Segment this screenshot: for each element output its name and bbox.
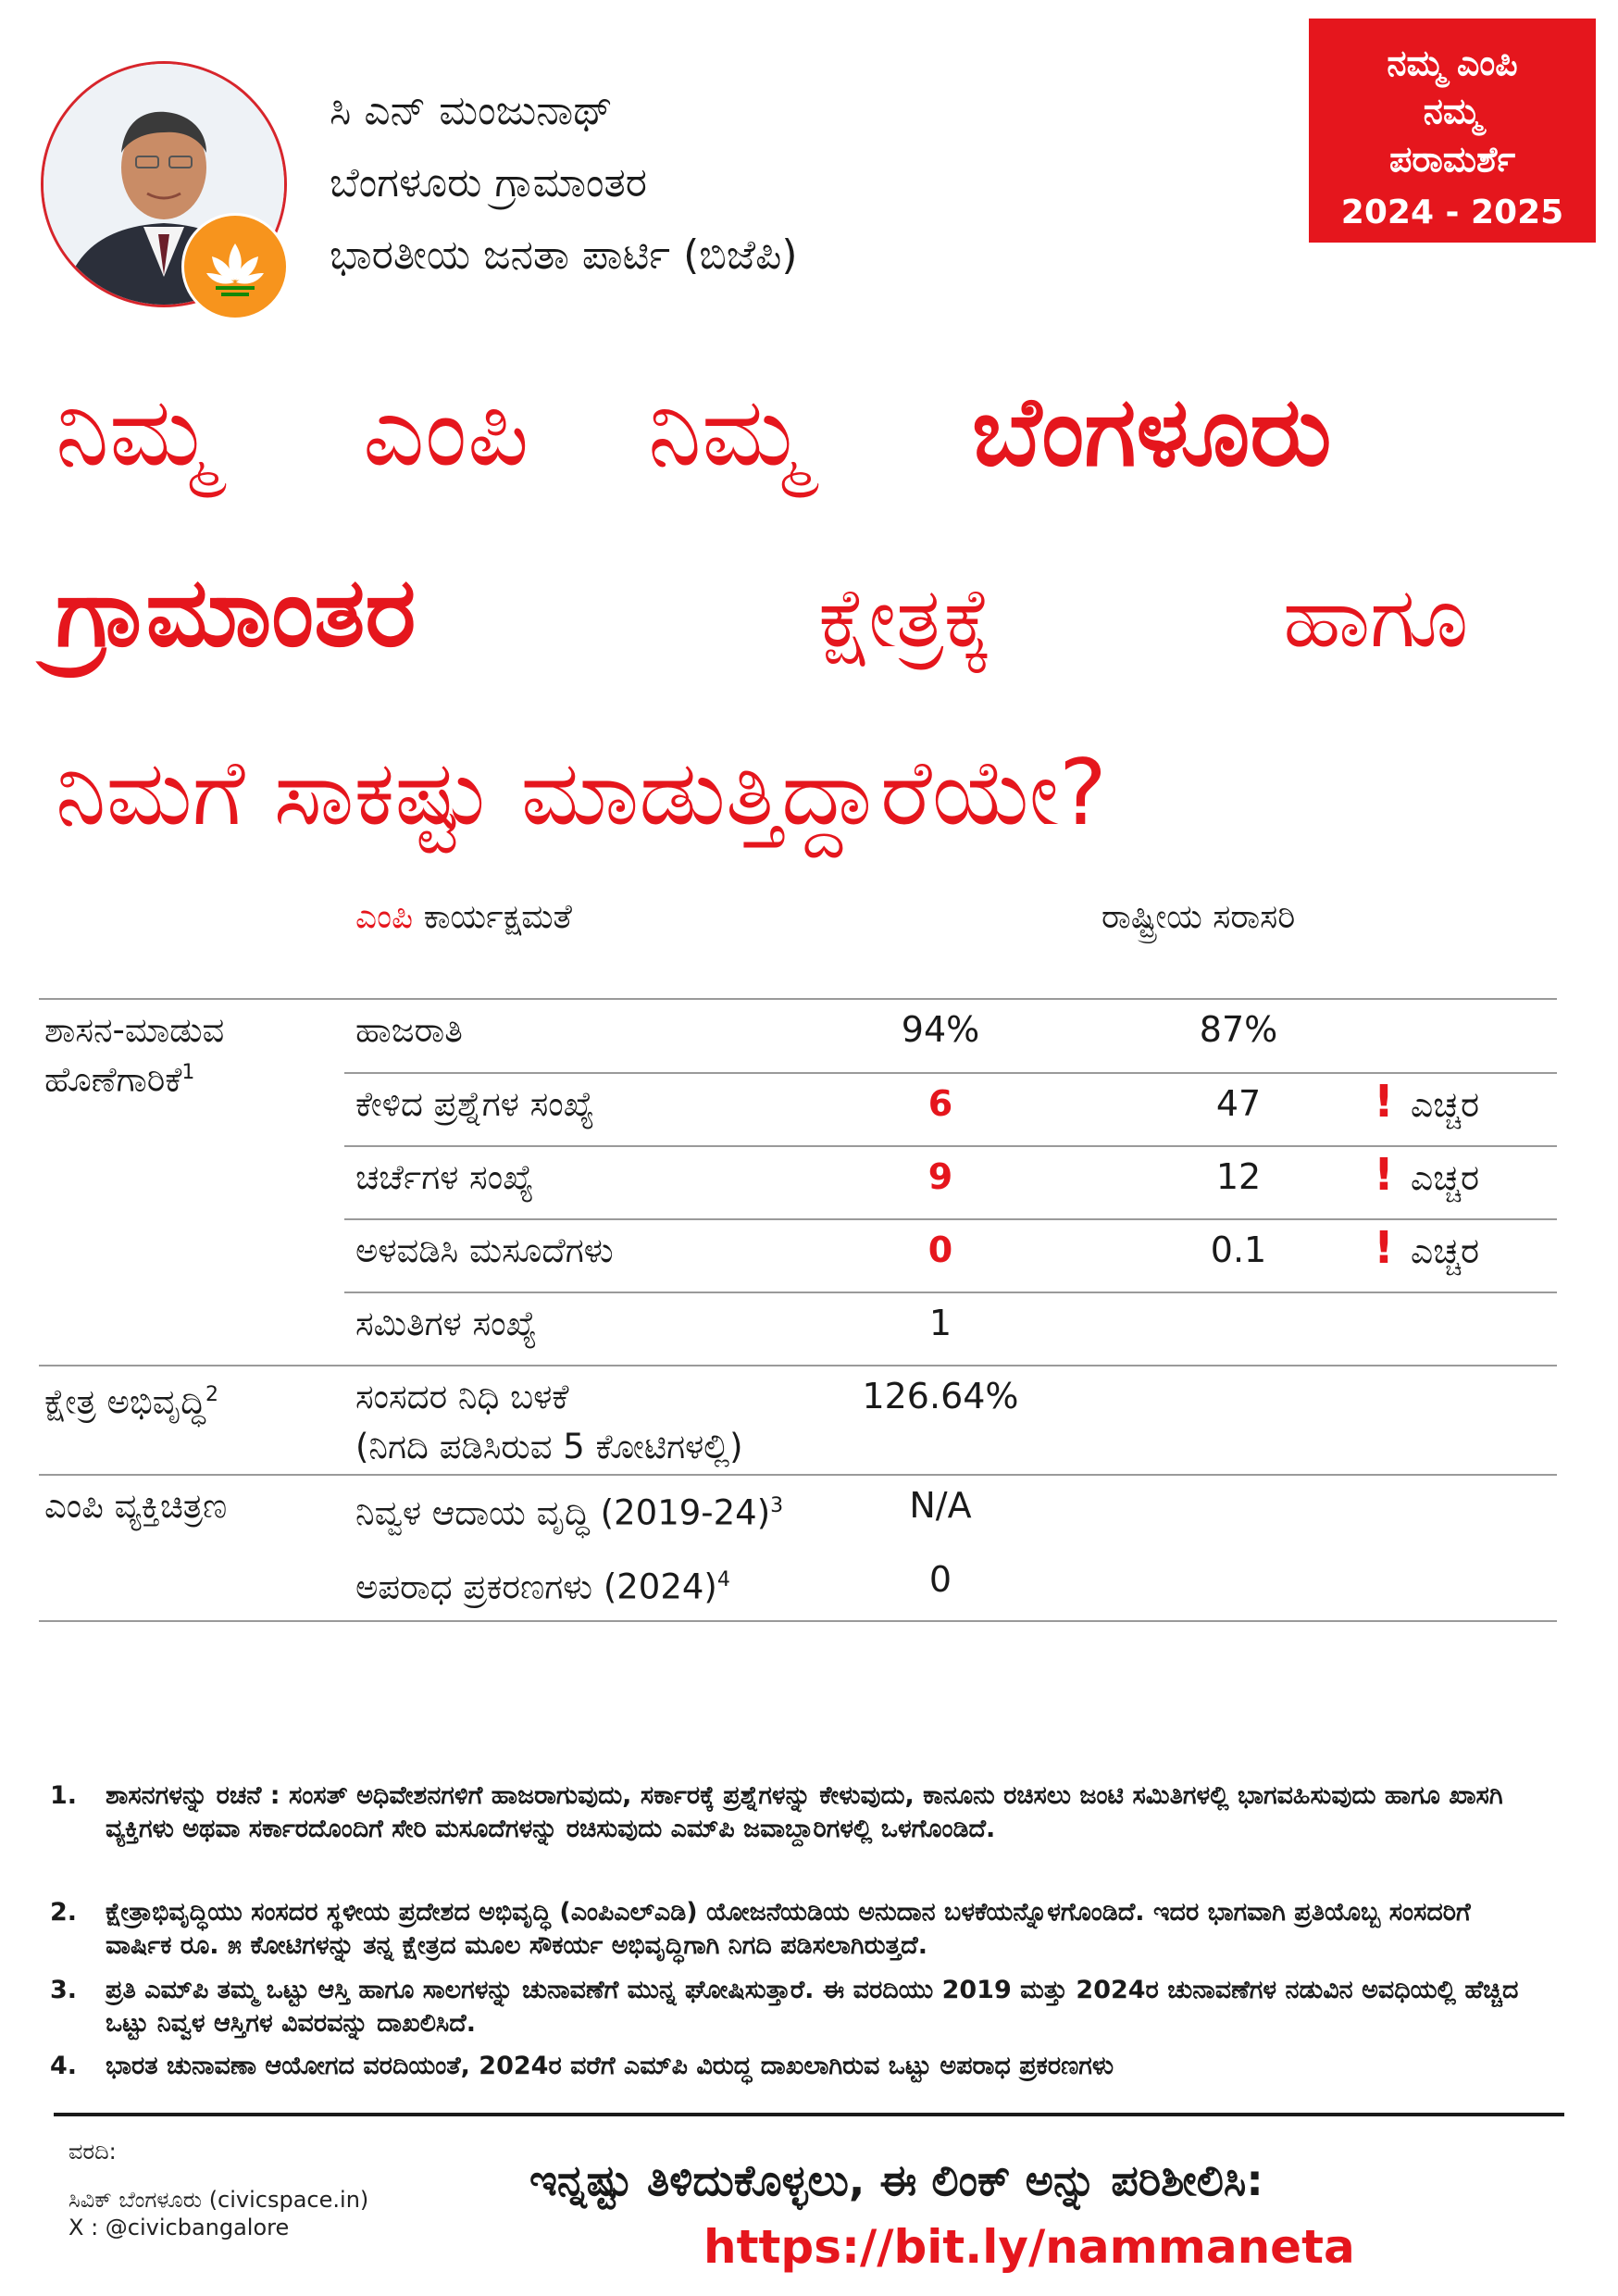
badge-year: 2024 - 2025 [1340, 193, 1564, 231]
footnote-text: ಪ್ರತಿ ಎಮ್‌ಪಿ ತಮ್ಮ ಒಟ್ಟು ಆಸ್ತಿ ಹಾಗೂ ಸಾಲಗಳನ್ನು ಚುನಾವಣೆಗೆ ಮುನ್ನ ಘೋಷಿಸುತ್ತಾರೆ. ಈ ವರದಿಯು 2019 ಮತ್ತು 2024ರ ಚುನಾವಣೆಗಳ ನಡುವಿನ ಅವಧಿಯಲ್ಲಿ ಹೆಚ್ಚಿದ ಒಟ್ಟು ನಿವ್ವಳ ಆಸ್ತಿಗಳ ವಿವರವನ್ನು ದಾಖಲಿಸಿದೆ. [106, 1976, 1519, 2038]
row-mp-value: 6 [927, 1083, 953, 1124]
footnote-1 [50, 1779, 1531, 1846]
row-label-net-worth [355, 1485, 783, 1534]
row-mp-value: 9 [927, 1156, 953, 1197]
headline-line-3: ನಿಮಗೆ ಸಾಕಷ್ಟು ಮಾಡುತ್ತಿದ್ದಾರೆಯೇ? [56, 741, 1107, 846]
headline-word-5: ಗ್ರಾಮಾಂತರ [56, 555, 417, 668]
section-development-label: ಕ್ಷೇತ್ರ ಅಭಿವೃದ್ಧಿ [44, 1381, 206, 1422]
row-label-fund-utilisation: ಸಂಸದರ ನಿಧಿ ಬಳಕೆ [355, 1377, 569, 1416]
headline-word-1: ನಿಮ್ಮ [56, 375, 214, 488]
exclamation-icon: ! [1374, 1076, 1394, 1128]
row-label-debates: ಚರ್ಚೆಗಳ ಸಂಖ್ಯೆ [355, 1157, 534, 1197]
section-legislative [44, 1009, 224, 1101]
warning-flag [1374, 1222, 1479, 1274]
row-mp-value: 0 [928, 1559, 952, 1600]
table-rule [344, 1072, 1557, 1074]
row-national-value: 12 [1215, 1156, 1262, 1197]
footnote-number: 3. [50, 1976, 78, 2004]
row-label-committees: ಸಮಿತಿಗಳ ಸಂಖ್ಯೆ [355, 1304, 538, 1343]
footnote-ref: 2 [205, 1383, 219, 1406]
footnote-text: ಭಾರತ ಚುನಾವಣಾ ಆಯೋಗದ ವರದಿಯಂತೆ, 2024ರ ವರೆಗೆ ಎಮ್‌ಪಿ ವಿರುದ್ಧ ದಾಖಲಾಗಿರುವ ಒಟ್ಟು ಅಪರಾಧ ಪ್ರಕರಣಗಳು [106, 2052, 1114, 2080]
bjp-lotus-logo [181, 213, 289, 320]
table-rule [344, 1218, 1557, 1220]
exclamation-icon: ! [1374, 1149, 1394, 1201]
col-mp-performance [355, 898, 572, 937]
warning-label: ಎಚ್ಚರ [1410, 1084, 1480, 1125]
footnote-ref: 3 [770, 1494, 784, 1517]
col-mp-suffix: ಕಾರ್ಯಕ್ಷಮತೆ [423, 898, 572, 936]
row-label-questions: ಕೇಳಿದ ಪ್ರಶ್ನೆಗಳ ಸಂಖ್ಯೆ [355, 1084, 595, 1124]
footnote-3 [50, 1974, 1531, 2040]
badge-line-3: ಪರಾಮರ್ಶೆ [1388, 139, 1516, 180]
headline-word-4: ಬೆಂಗಳೂರು [972, 375, 1332, 488]
footnote-number: 2. [50, 1898, 78, 1927]
badge-line-2: ನಮ್ಮ [1423, 91, 1482, 131]
warning-label: ಎಚ್ಚರ [1410, 1157, 1480, 1198]
section-legislative-line-1: ಶಾಸನ-ಮಾಡುವ [44, 1010, 225, 1050]
row-mp-value: 0 [927, 1229, 953, 1270]
col-mp-prefix: ಎಂಪಿ [355, 898, 414, 936]
headline-word-7: ಹಾಗೂ [1283, 569, 1469, 667]
exclamation-icon: ! [1374, 1222, 1394, 1274]
row-mp-value: 1 [928, 1303, 952, 1343]
badge-line-1: ನಮ್ಮ ಎಂಪಿ [1387, 43, 1518, 83]
footnote-number: 1. [50, 1781, 78, 1810]
col-national-average: ರಾಷ್ಟ್ರೀಯ ಸರಾಸರಿ [1101, 898, 1296, 936]
table-rule-top [39, 998, 1557, 1000]
section-development [44, 1374, 218, 1423]
more-info-prompt: ಇನ್ನಷ್ಟು ತಿಳಿದುಕೊಳ್ಳಲು, ಈ ಲಿಂಕ್ ಅನ್ನು ಪರಿಶೀಲಿಸಿ: [529, 2155, 1263, 2205]
row-national-value: 87% [1199, 1009, 1278, 1050]
row-mp-value: 126.64% [862, 1376, 1019, 1416]
table-rule-section [39, 1365, 1557, 1366]
footer-divider [54, 2113, 1564, 2116]
lotus-icon [184, 216, 286, 318]
row-label-fund-note: (ನಿಗದಿ ಪಡಿಸಿರುವ 5 ಕೋಟಿಗಳಲ್ಲಿ) [355, 1427, 743, 1466]
footnote-text: ಶಾಸನಗಳನ್ನು ರಚನೆ : ಸಂಸತ್ ಅಧಿವೇಶನಗಳಿಗೆ ಹಾಜರಾಗುವುದು, ಸರ್ಕಾರಕ್ಕೆ ಪ್ರಶ್ನೆಗಳನ್ನು ಕೇಳುವುದು, ಕಾನೂನು ರಚಿಸಲು ಜಂಟಿ ಸಮಿತಿಗಳಲ್ಲಿ ಭಾಗವಹಿಸುವುದು ಹಾಗೂ ಖಾಸಗಿ ವ್ಯಕ್ತಿಗಳು ಅಥವಾ ಸರ್ಕಾರದೊಂದಿಗೆ ಸೇರಿ ಮಸೂದೆಗಳನ್ನು ರಚಿಸುವುದು ಎಮ್‌ಪಿ ಜವಾಬ್ದಾರಿಗಳಲ್ಲಿ ಒಳಗೊಂಡಿದೆ. [106, 1781, 1503, 1843]
footnote-2 [50, 1896, 1531, 1963]
headline-word-3: ನಿಮ್ಮ [648, 375, 806, 488]
warning-flag [1374, 1149, 1479, 1201]
more-info-link[interactable]: https://bit.ly/nammaneta [703, 2220, 1355, 2274]
row-label-criminal-cases-text: ಅಪರಾಧ ಪ್ರಕರಣಗಳು (2024) [355, 1566, 717, 1607]
warning-label: ಎಚ್ಚರ [1410, 1230, 1480, 1271]
table-rule-section [39, 1474, 1557, 1476]
headline-word-6: ಕ್ಷೇತ್ರಕ್ಕೆ [818, 569, 993, 667]
footnote-ref: 1 [181, 1061, 195, 1084]
table-rule [344, 1292, 1557, 1293]
row-label-net-worth-text: ನಿವ್ವಳ ಆದಾಯ ವೃದ್ಧಿ (2019-24) [355, 1492, 771, 1533]
report-org: ಸಿವಿಕ್ ಬೆಂಗಳೂರು (civicspace.in) [68, 2187, 369, 2213]
mp-constituency: ಬೆಂಗಳೂರು ಗ್ರಾಮಾಂತರ [330, 159, 648, 206]
headline-word-2: ಎಂಪಿ [363, 375, 529, 488]
row-national-value: 47 [1215, 1083, 1262, 1124]
warning-flag [1374, 1076, 1479, 1128]
report-handle: X : @civicbangalore [68, 2215, 290, 2240]
footnote-number: 4. [50, 2052, 78, 2080]
report-label: ವರದಿ: [68, 2139, 117, 2165]
footnote-ref: 4 [716, 1568, 730, 1591]
section-legislative-line-2: ಹೊಣೆಗಾರಿಕೆ [44, 1059, 182, 1100]
mp-name: ಸಿ ಎನ್ ಮಂಜುನಾಥ್ [330, 87, 613, 134]
row-label-bills: ಅಳವಡಿಸಿ ಮಸೂದೆಗಳು [355, 1230, 614, 1270]
row-mp-value: 94% [901, 1009, 980, 1050]
footnote-4 [50, 2050, 1531, 2083]
table-rule [344, 1145, 1557, 1147]
row-label-criminal-cases [355, 1559, 730, 1608]
row-label-attendance: ಹಾಜರಾತಿ [355, 1010, 463, 1050]
table-rule-bottom [39, 1620, 1557, 1622]
row-mp-value: N/A [909, 1485, 972, 1526]
mp-party: ಭಾರತೀಯ ಜನತಾ ಪಾರ್ಟಿ (ಬಿಜೆಪಿ) [330, 231, 798, 279]
review-badge [1309, 19, 1596, 243]
section-profile: ಎಂಪಿ ವ್ಯಕ್ತಿಚಿತ್ರಣ [44, 1486, 228, 1526]
footnote-text: ಕ್ಷೇತ್ರಾಭಿವೃದ್ಧಿಯು ಸಂಸದರ ಸ್ಥಳೀಯ ಪ್ರದೇಶದ ಅಭಿವೃದ್ಧಿ (ಎಂಪಿಎಲ್ಎಡಿ) ಯೋಜನೆಯಡಿಯ ಅನುದಾನ ಬಳಕೆಯನ್ನೊಳಗೊಂಡಿದೆ. ಇದರ ಭಾಗವಾಗಿ ಪ್ರತಿಯೊಬ್ಬ ಸಂಸದರಿಗೆ ವಾರ್ಷಿಕ ರೂ. ೫ ಕೋಟಿಗಳನ್ನು ತನ್ನ ಕ್ಷೇತ್ರದ ಮೂಲ ಸೌಕರ್ಯ ಅಭಿವೃದ್ಧಿಗಾಗಿ ನಿಗದಿ ಪಡಿಸಲಾಗಿರುತ್ತದೆ. [106, 1898, 1471, 1960]
row-national-value: 0.1 [1210, 1229, 1267, 1270]
